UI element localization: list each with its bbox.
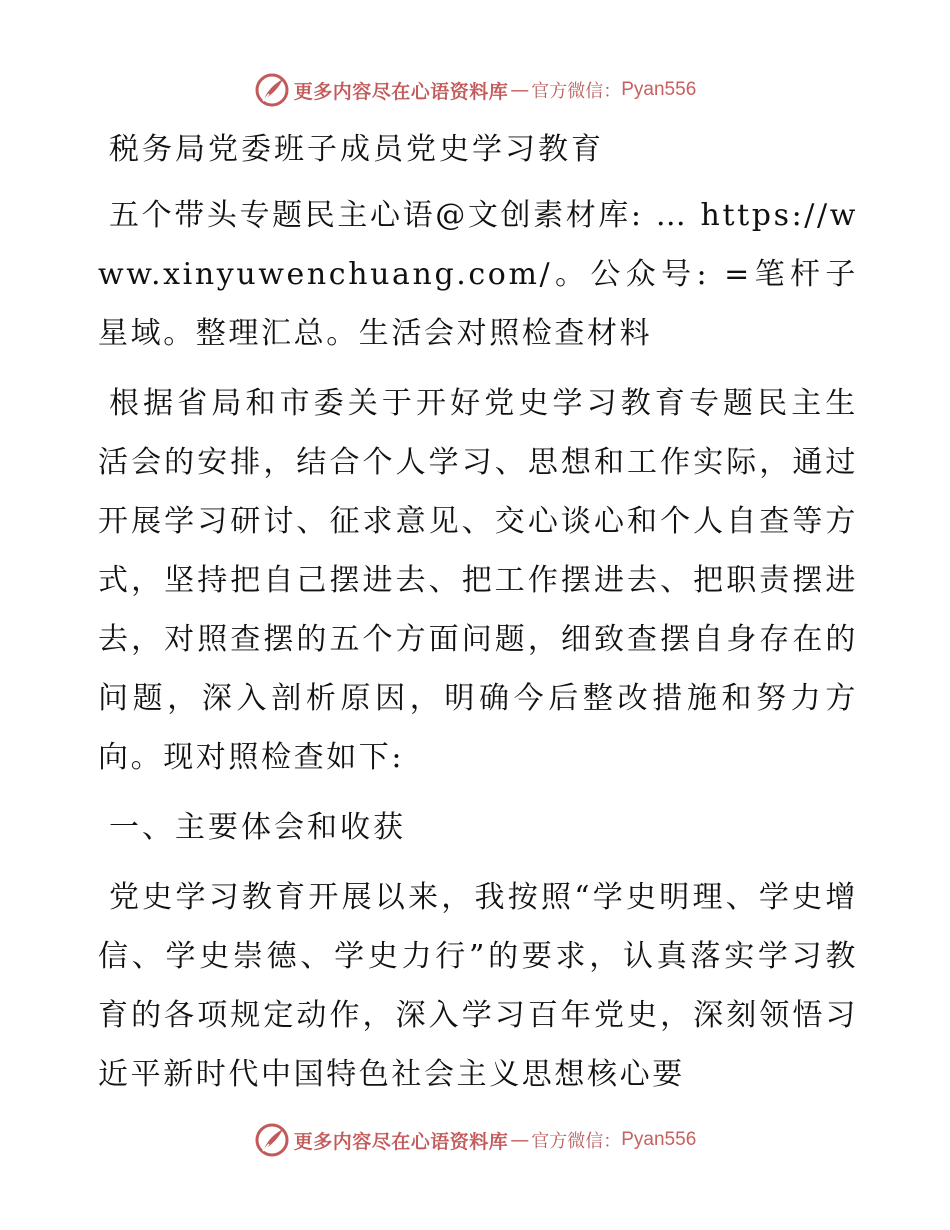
document-title: 税务局党委班子成员党史学习教育 xyxy=(109,132,604,167)
watermark-dash: — xyxy=(510,1129,530,1151)
body-paragraph-2: 党史学习教育开展以来，我按照“学史明理、学史增信、学史崇德、学史力行”的要求，认真落实学习教育的各项规定动作，深入学习百年党史，深刻领悟习近平新时代中国特色社会主义思想核心要 xyxy=(98,880,858,1092)
watermark-sub-text: 官方微信： xyxy=(531,81,622,102)
intro-paragraph: 五个带头专题民主心语@文创素材库: … https://www.xinyuwenchuang.com/。公众号: =笔杆子星域。整理汇总。生活会对照检查材料 xyxy=(98,198,858,351)
watermark-main-text: 更多内容尽在心语资料库 xyxy=(293,80,509,103)
document-body xyxy=(98,120,858,1115)
header-watermark xyxy=(0,70,950,110)
watermark-dash: — xyxy=(510,79,530,101)
watermark-wechat-id: Pyan556 xyxy=(621,1129,697,1150)
body-paragraph-1: 根据省局和市委关于开好党史学习教育专题民主生活会的安排，结合个人学习、思想和工作实际，通过开展学习研讨、征求意见、交心谈心和个人自查等方式，坚持把自己摆进去、把工作摆进去、把职责摆进去，对照查摆的五个方面问题，细致查摆自身存在的问题，深入剖析原因，明确今后整改措施和努力方向。现对照检查如下: xyxy=(98,386,858,775)
feather-pen-logo-icon xyxy=(254,72,290,108)
watermark-sub-text: 官方微信： xyxy=(531,1131,622,1152)
feather-pen-logo-icon xyxy=(254,1122,290,1158)
section-heading: 一、主要体会和收获 xyxy=(109,810,406,845)
footer-watermark xyxy=(0,1120,950,1160)
watermark-main-text: 更多内容尽在心语资料库 xyxy=(293,1130,509,1153)
watermark-wechat-id: Pyan556 xyxy=(621,79,697,100)
